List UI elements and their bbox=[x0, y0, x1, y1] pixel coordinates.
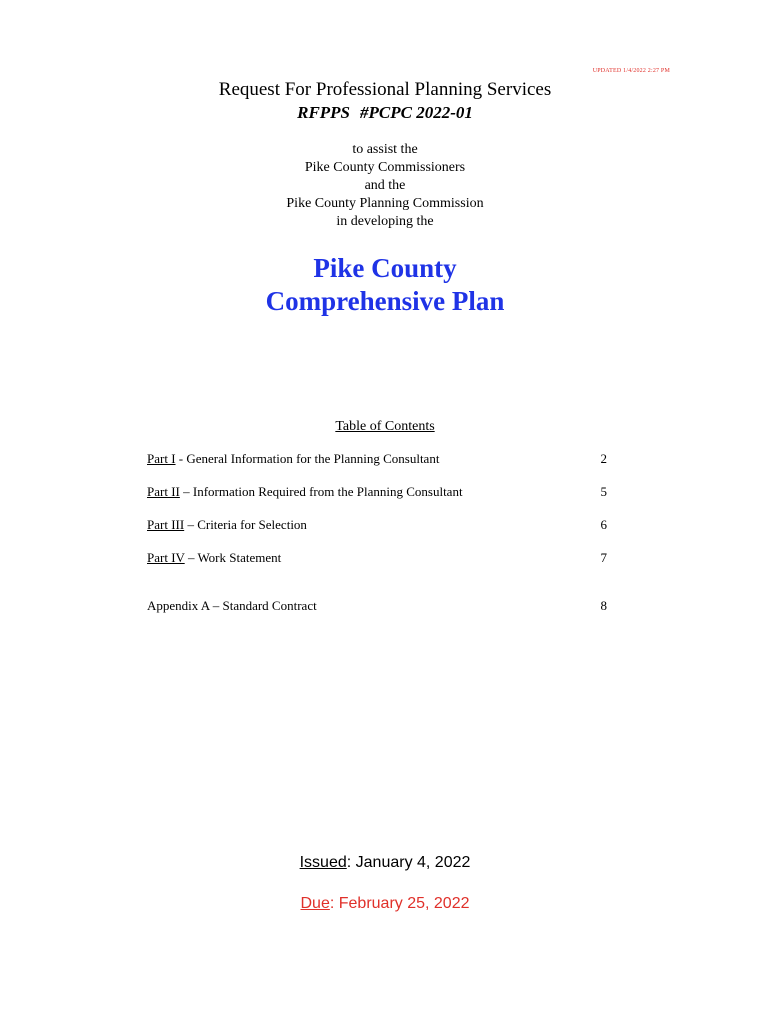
intro-line: Pike County Planning Commission bbox=[286, 196, 484, 211]
toc-part-link[interactable]: Part IV bbox=[147, 550, 185, 565]
issued-date bbox=[0, 854, 770, 872]
toc-item-part-4[interactable] bbox=[147, 550, 607, 570]
toc-item-appendix-a[interactable] bbox=[147, 598, 607, 618]
toc-item-part-2[interactable] bbox=[147, 484, 607, 504]
due-label: Due bbox=[300, 895, 330, 912]
toc-item-part-3[interactable] bbox=[147, 517, 607, 537]
rfpps-label: RFPPS bbox=[297, 103, 351, 122]
toc-part-link[interactable]: Part II bbox=[147, 484, 180, 499]
rfpps-id: #PCPC 2022-01 bbox=[360, 103, 473, 122]
toc-part-link[interactable]: Part III bbox=[147, 517, 185, 532]
toc-item-label bbox=[147, 517, 307, 533]
intro-line: to assist the bbox=[352, 142, 418, 157]
issued-label: Issued bbox=[299, 854, 347, 871]
intro-line: and the bbox=[364, 178, 406, 193]
toc-item-text: – Information Required from the Planning Consultant bbox=[179, 484, 463, 499]
toc-item-text: Appendix A – Standard Contract bbox=[147, 598, 317, 613]
toc-page-number: 7 bbox=[600, 550, 607, 565]
plan-title-line-2: Comprehensive Plan bbox=[265, 286, 505, 316]
intro-line: in developing the bbox=[336, 214, 434, 229]
toc-item-text: – Criteria for Selection bbox=[184, 517, 307, 532]
toc-item-label bbox=[147, 451, 439, 467]
toc-item-text: – Work Statement bbox=[184, 550, 282, 565]
toc-item-part-1[interactable] bbox=[147, 451, 607, 471]
issued-value: : January 4, 2022 bbox=[346, 854, 471, 871]
toc-item-text: - General Information for the Planning Consultant bbox=[175, 451, 440, 466]
toc-part-link[interactable]: Part I bbox=[147, 451, 176, 466]
toc-page-number: 6 bbox=[600, 517, 607, 532]
toc-page-number: 5 bbox=[600, 484, 607, 499]
toc-page-number: 8 bbox=[600, 598, 607, 613]
plan-title-line-1: Pike County bbox=[313, 253, 457, 283]
due-value: : February 25, 2022 bbox=[329, 895, 470, 912]
toc-item-label bbox=[147, 550, 281, 566]
document-title: Request For Professional Planning Services bbox=[218, 79, 552, 100]
due-date bbox=[0, 895, 770, 913]
toc-heading: Table of Contents bbox=[335, 419, 435, 434]
toc-item-label bbox=[147, 484, 463, 500]
intro-line: Pike County Commissioners bbox=[304, 160, 466, 175]
toc-item-label bbox=[147, 598, 317, 614]
toc-page-number: 2 bbox=[600, 451, 607, 466]
updated-stamp: UPDATED 1/4/2022 2:27 PM bbox=[592, 68, 670, 74]
rfpps-number bbox=[0, 103, 770, 123]
